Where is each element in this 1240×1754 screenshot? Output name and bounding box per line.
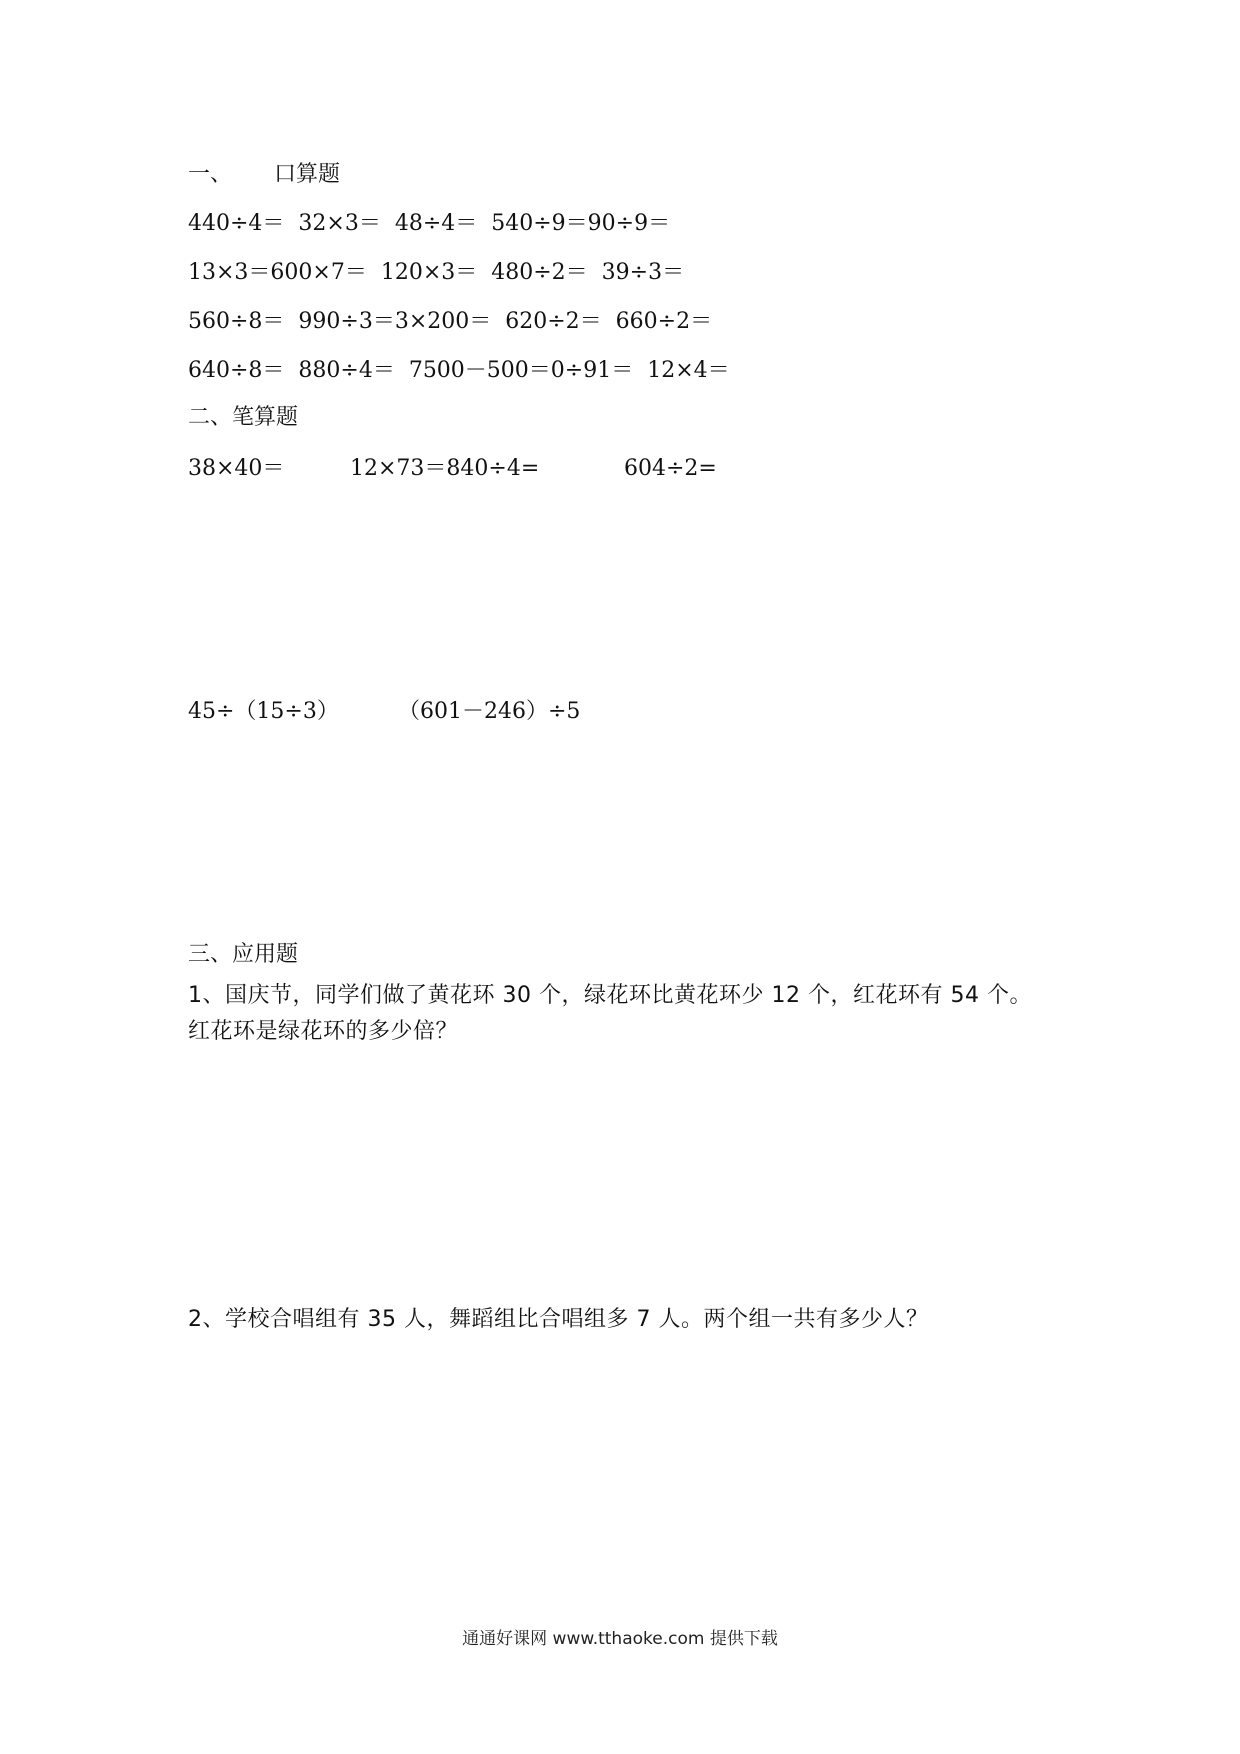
- section1-heading: 一、 口算题: [188, 162, 340, 187]
- mental-math-row: 560÷8＝ 990÷3＝3×200＝ 620÷2＝ 660÷2＝: [188, 309, 713, 334]
- written-calc-item: （601－246）÷5: [398, 699, 581, 724]
- mental-math-row: 13×3＝600×7＝ 120×3＝ 480÷2＝ 39÷3＝: [188, 260, 685, 285]
- section2-heading: 二、笔算题: [188, 405, 299, 430]
- footer-download-note: 通通好课网 www.tthaoke.com 提供下载: [462, 1629, 778, 1649]
- section3-heading: 三、应用题: [188, 942, 299, 967]
- word-problem-2: 2、学校合唱组有 35 人，舞蹈组比合唱组多 7 人。两个组一共有多少人？: [188, 1307, 929, 1332]
- written-calc-item: 12×73＝840÷4=: [350, 456, 540, 481]
- mental-math-row: 640÷8＝ 880÷4＝ 7500－500＝0÷91＝ 12×4＝: [188, 358, 730, 383]
- word-problem-1: 1、国庆节，同学们做了黄花环 30 个，绿花环比黄花环少 12 个，红花环有 54 个。红花环是绿花环的多少倍？: [188, 983, 1032, 1044]
- written-calc-item: 38×40＝: [188, 456, 285, 481]
- written-calc-item: 45÷（15÷3）: [188, 699, 339, 724]
- written-calc-item: 604÷2=: [624, 456, 717, 481]
- mental-math-row: 440÷4＝ 32×3＝ 48÷4＝ 540÷9＝90÷9＝: [188, 211, 671, 236]
